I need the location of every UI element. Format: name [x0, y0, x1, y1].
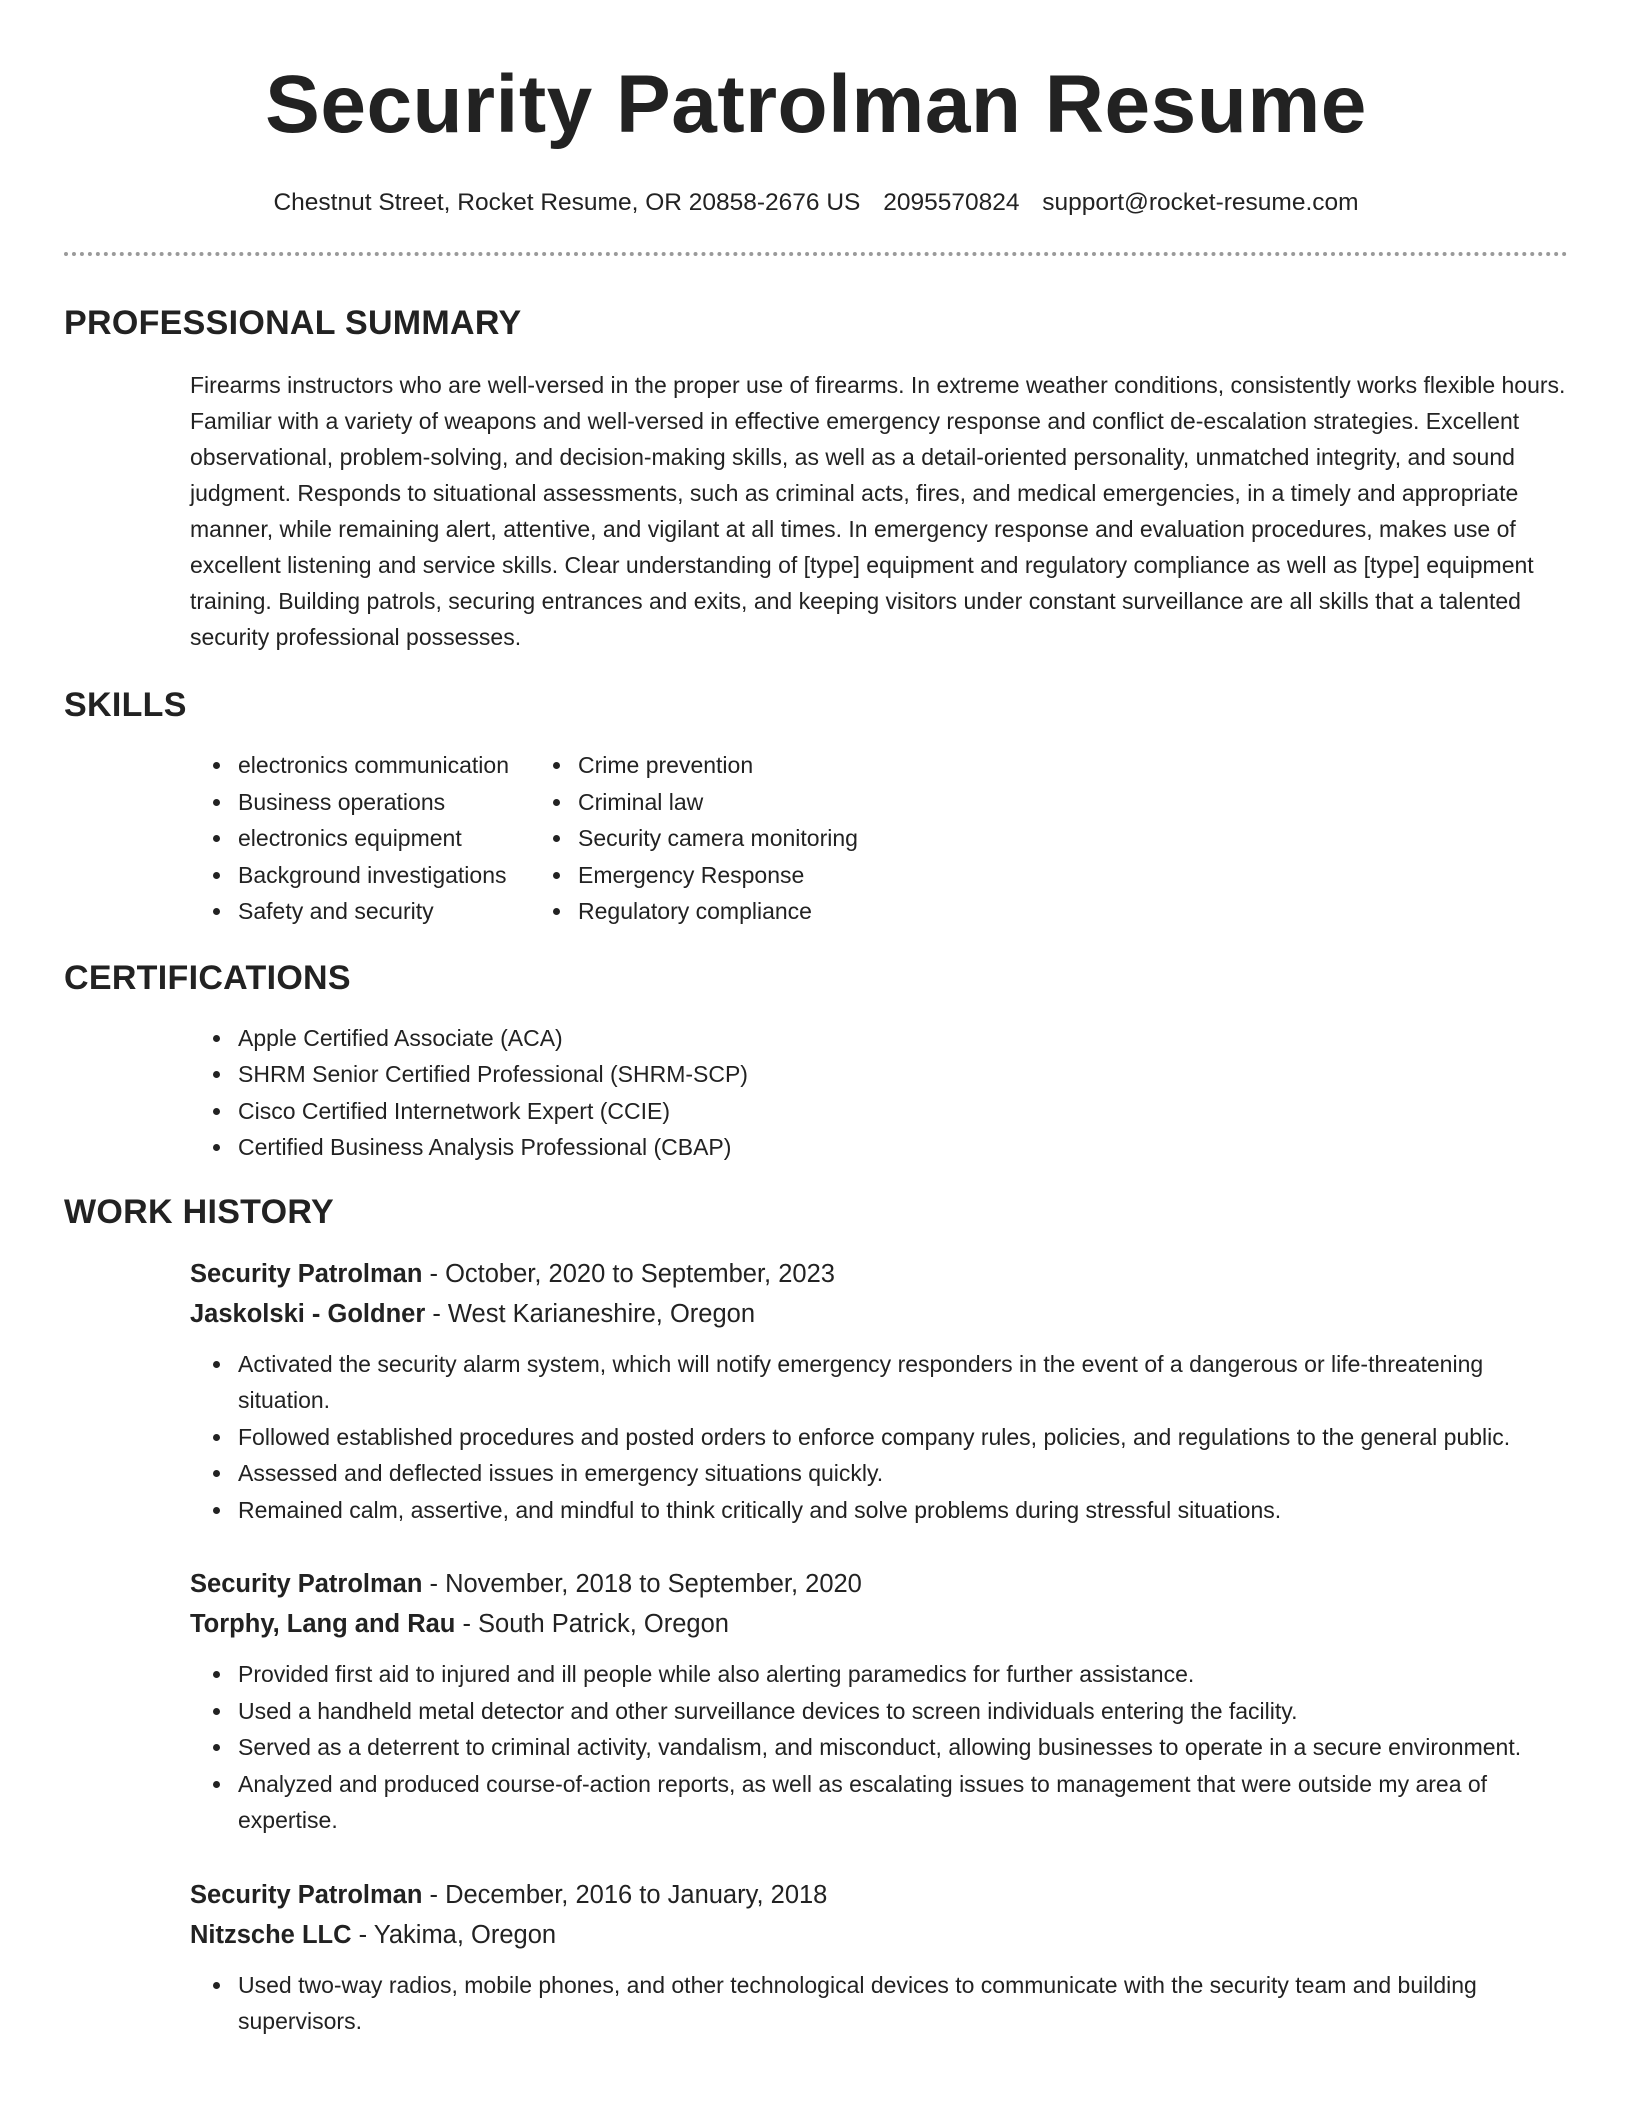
job-company-line [190, 1294, 1568, 1334]
job-dates: - October, 2020 to September, 2023 [422, 1259, 835, 1288]
skill-item: • Business operations [234, 784, 744, 821]
contact-email: support@rocket-resume.com [1042, 189, 1359, 216]
job-company: Torphy, Lang and Rau [190, 1610, 456, 1638]
job-company-line [190, 1604, 1568, 1644]
job-duty: • Remained calm, assertive, and mindful to think critically and solve problems during stressful situations. [234, 1492, 1568, 1529]
job-company: Jaskolski - Goldner [190, 1299, 426, 1328]
job-role-line [190, 1254, 1568, 1294]
job-role-line [190, 1875, 1568, 1915]
job-location: - South Patrick, Oregon [455, 1610, 729, 1638]
certification-item: • Cisco Certified Internetwork Expert (CCIE) [234, 1093, 1568, 1130]
job-duties [190, 1967, 1568, 2040]
contact-phone: 2095570824 [883, 189, 1020, 216]
summary-heading: PROFESSIONAL SUMMARY [64, 304, 522, 342]
job-duty: • Activated the security alarm system, which will notify emergency responders in the event of a dangerous or life-threatening situation. [234, 1346, 1568, 1419]
header-divider [64, 252, 1568, 256]
skill-item: • Background investigations [234, 857, 744, 894]
job-company: Nitzsche LLC [190, 1920, 352, 1949]
job-role-line [190, 1564, 1568, 1604]
job-company-line [190, 1915, 1568, 1955]
job-duty: • Served as a deterrent to criminal activity, vandalism, and misconduct, allowing businesses to operate in a secure environment. [234, 1729, 1568, 1766]
job-duty: • Assessed and deflected issues in emergency situations quickly. [234, 1455, 1568, 1492]
skill-item: • Emergency Response [574, 857, 1084, 894]
job-duties [190, 1346, 1568, 1529]
certifications-list [64, 1020, 1568, 1166]
job-role: Security Patrolman [190, 1570, 423, 1598]
certification-item: • Apple Certified Associate (ACA) [234, 1020, 1568, 1057]
certification-item: • Certified Business Analysis Professional (CBAP) [234, 1129, 1568, 1166]
job-duty: • Used two-way radios, mobile phones, and other technological devices to communicate with the security team and building supervisors. [234, 1967, 1568, 2040]
job-entry [190, 1254, 1568, 1529]
job-duty: • Provided first aid to injured and ill people while also alerting paramedics for further assistance. [234, 1656, 1568, 1693]
certification-item: • SHRM Senior Certified Professional (SHRM-SCP) [234, 1056, 1568, 1093]
contact-line [64, 188, 1568, 218]
certifications-heading: CERTIFICATIONS [64, 958, 351, 997]
job-role: Security Patrolman [190, 1880, 423, 1909]
skills-column-right [574, 747, 1084, 930]
contact-address: Chestnut Street, Rocket Resume, OR 20858-2676 US [273, 189, 861, 216]
summary-text: Firearms instructors who are well-versed in the proper use of firearms. In extreme weather conditions, consistently works flexible hours. Familiar with a variety of weapons and well-versed in effective emergency response and conflict de-escalation strategies. Excellent observational, problem-solving, and decision-making skills, as well as a detail-oriented personality, unmatched integrity, and sound judgment. Responds to situational assessments, such as criminal acts, fires, and medical emergencies, in a timely and appropriate manner, while remaining alert, attentive, and vigilant at all times. In emergency response and evaluation procedures, makes use of excellent listening and service skills. Clear understanding of [type] equipment and regulatory compliance as well as [type] equipment training. Building patrols, securing entrances and exits, and keeping visitors under constant surveillance are all skills that a talented security professional possesses. [190, 372, 1566, 650]
job-duty: • Followed established procedures and posted orders to enforce company rules, policies, and regulations to the general public. [234, 1419, 1568, 1456]
job-duty: • Analyzed and produced course-of-action reports, as well as escalating issues to management that were outside my area of expertise. [234, 1766, 1568, 1839]
skills-list [64, 747, 1568, 930]
skills-heading: SKILLS [64, 686, 187, 724]
skill-item: • Safety and security [234, 893, 744, 930]
skill-item: • Security camera monitoring [574, 820, 1084, 857]
skill-item: • electronics communication [234, 747, 744, 784]
job-role: Security Patrolman [190, 1259, 423, 1288]
job-location: - West Karianeshire, Oregon [425, 1299, 756, 1328]
skill-item: • electronics equipment [234, 820, 744, 857]
resume-title: Security Patrolman Resume [265, 59, 1367, 150]
skill-item: • Criminal law [574, 784, 1084, 821]
job-dates: - December, 2016 to January, 2018 [422, 1880, 828, 1909]
job-duties [190, 1656, 1568, 1839]
skill-item: • Crime prevention [574, 747, 1084, 784]
work-history-heading: WORK HISTORY [64, 1192, 334, 1231]
job-entry [190, 1564, 1568, 1839]
job-dates: - November, 2018 to September, 2020 [422, 1570, 862, 1598]
job-entry [190, 1875, 1568, 2040]
skill-item: • Regulatory compliance [574, 893, 1084, 930]
job-location: - Yakima, Oregon [351, 1920, 557, 1949]
job-duty: • Used a handheld metal detector and other surveillance devices to screen individuals entering the facility. [234, 1693, 1568, 1730]
